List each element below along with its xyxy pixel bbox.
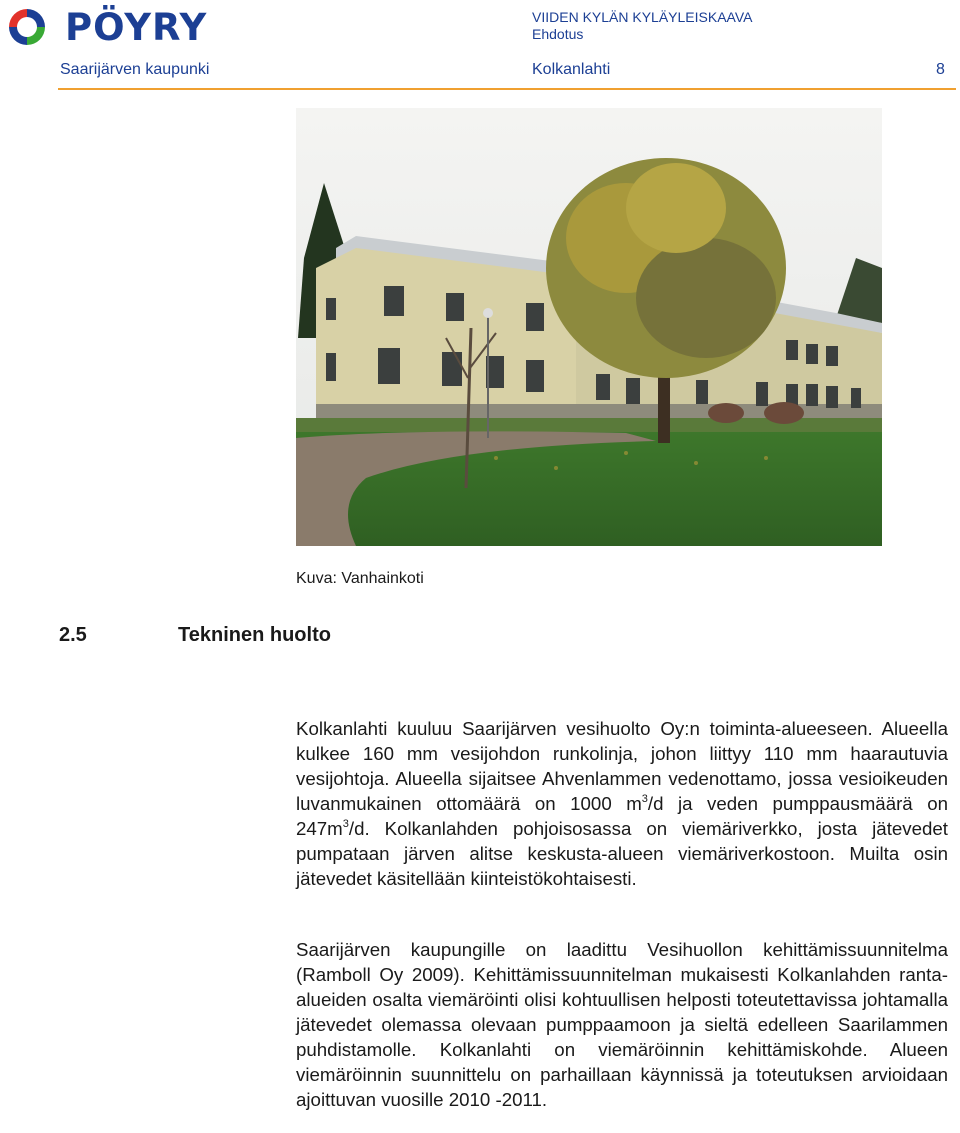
header-divider <box>58 88 956 90</box>
section-number: 2.5 <box>59 624 87 646</box>
superscript: 3 <box>342 817 349 830</box>
section-title: Tekninen huolto <box>178 624 331 646</box>
superscript: 3 <box>641 792 648 805</box>
brand-name: PÖYRY <box>65 6 208 49</box>
paragraph-water-supply <box>296 716 948 891</box>
building-photo <box>296 108 882 546</box>
paragraph-development-plan: Saarijärven kaupungille on laadittu Vesihuollon kehittämissuunnitelma (Ramboll Oy 2009). Kehittämissuunnitelman mukaisesti Kolkanlahden ranta-alueiden osalta viemäröinti olisi kohtuullisen helposti toteutettavissa johtamalla jätevedet olemassa olevaan pumppaamoon ja sieltä edelleen Saarilammen puhdistamolle. Kolkanlahti on viemäröinnin kehittämiskohde. Alueen viemäröinnin suunnittelu on parhaillaan käynnissä ja toteutuksen arvioidaan ajoittuvan vuosille 2010 -2011. <box>296 939 948 1110</box>
figure-caption: Kuva: Vanhainkoti <box>296 570 424 587</box>
paragraph-text: Kolkanlahti kuuluu Saarijärven vesihuolto Oy:n toiminta-alueeseen. Alueella kulkee 160 mm vesijohdon runkolinja, johon liittyy 110 mm haarautuvia vesijohtoja. Alueella sijaitsee Ahvenlammen vedenottamo, jossa vesioikeuden luvanmukainen ottomäärä on 1000 m <box>296 718 948 814</box>
page-number: 8 <box>936 61 945 78</box>
report-header <box>532 9 752 43</box>
report-status: Ehdotus <box>532 26 584 42</box>
poyry-logo-mark-icon <box>3 4 53 50</box>
paragraph-text: /d ja veden pumppausmäärä on 247m <box>296 793 948 839</box>
report-title: VIIDEN KYLÄN KYLÄYLEISKAAVA <box>532 9 753 25</box>
municipality: Saarijärven kaupunki <box>60 61 210 78</box>
paragraph-text: /d. Kolkanlahden pohjoisosassa on viemäriverkko, josta jätevedet pumpataan järven alitse keskusta-alueen viemäriverkostoon. Muilta osin jätevedet käsitellään kiinteistökohtaisesti. <box>296 818 948 889</box>
poyry-logo <box>3 4 243 50</box>
village-name: Kolkanlahti <box>532 61 611 78</box>
